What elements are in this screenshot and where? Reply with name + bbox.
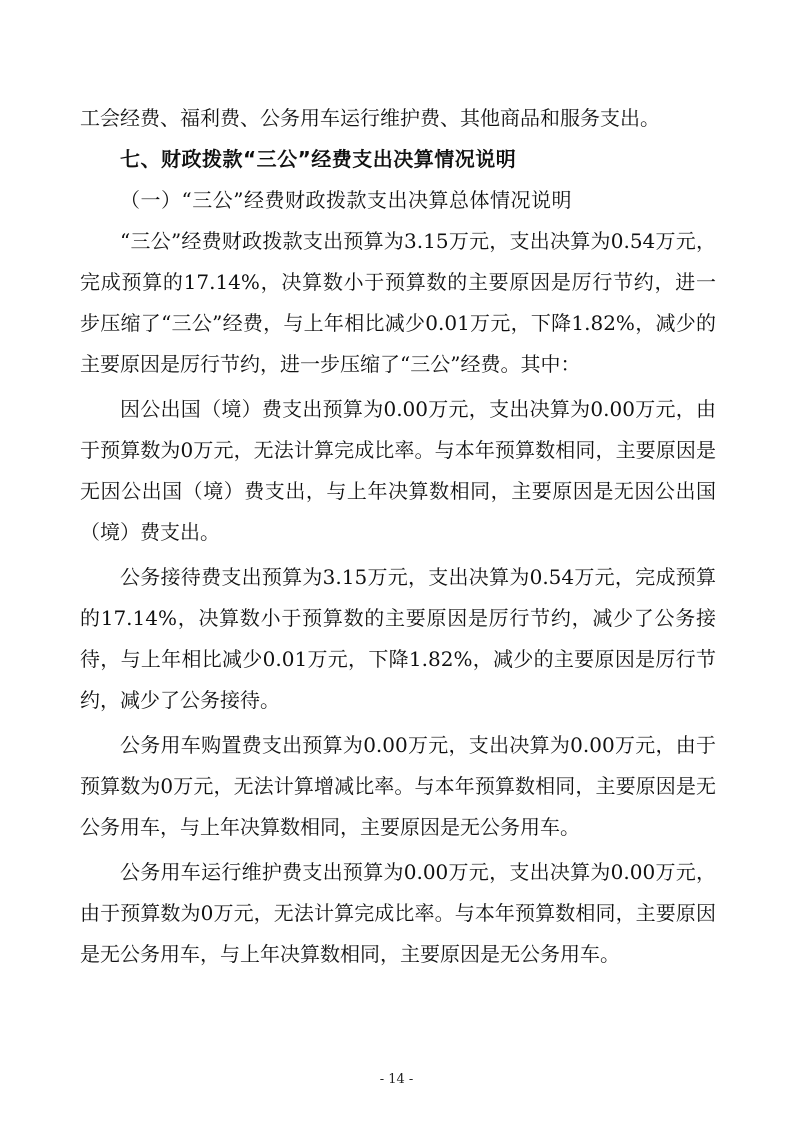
section-heading: 七、财政拨款“三公”经费支出决算情况说明 [120, 147, 517, 171]
vehicle-maintenance-paragraph: 公务用车运行维护费支出预算为0.00万元，支出决算为0.00万元，由于预算数为0万元，无法计算完成比率。与本年预算数相同，主要原因是无公务用车，与上年决算数相同，主要原因是无公务用车。 [80, 860, 716, 966]
overall-paragraph: “三公”经费财政拨款支出预算为3.15万元，支出决算为0.54万元，完成预算的17.14%，决算数小于预算数的主要原因是厉行节约，进一步压缩了“三公”经费，与上年相比减少0.01万元，下降1.82%，减少的主要原因是厉行节约，进一步压缩了“三公”经费。其中： [80, 229, 716, 376]
reception-paragraph: 公务接待费支出预算为3.15万元，支出决算为0.54万元，完成预算的17.14%，决算数小于预算数的主要原因是厉行节约，减少了公务接待，与上年相比减少0.01万元，下降1.82%，减少的主要原因是厉行节约，减少了公务接待。 [80, 565, 716, 712]
overseas-travel-paragraph: 因公出国（境）费支出预算为0.00万元，支出决算为0.00万元，由于预算数为0万元，无法计算完成比率。与本年预算数相同，主要原因是无因公出国（境）费支出，与上年决算数相同，主要原因是无因公出国（境）费支出。 [80, 397, 716, 544]
body-text [80, 98, 716, 975]
vehicle-purchase-paragraph: 公务用车购置费支出预算为0.00万元，支出决算为0.00万元，由于预算数为0万元，无法计算增减比率。与本年预算数相同，主要原因是无公务用车，与上年决算数相同，主要原因是无公务用车。 [80, 733, 716, 839]
continuation-paragraph: 工会经费、福利费、公务用车运行维护费、其他商品和服务支出。 [80, 106, 660, 130]
page-number: - 14 - [379, 1072, 414, 1087]
subsection-heading: （一）“三公”经费财政拨款支出决算总体情况说明 [120, 188, 572, 212]
